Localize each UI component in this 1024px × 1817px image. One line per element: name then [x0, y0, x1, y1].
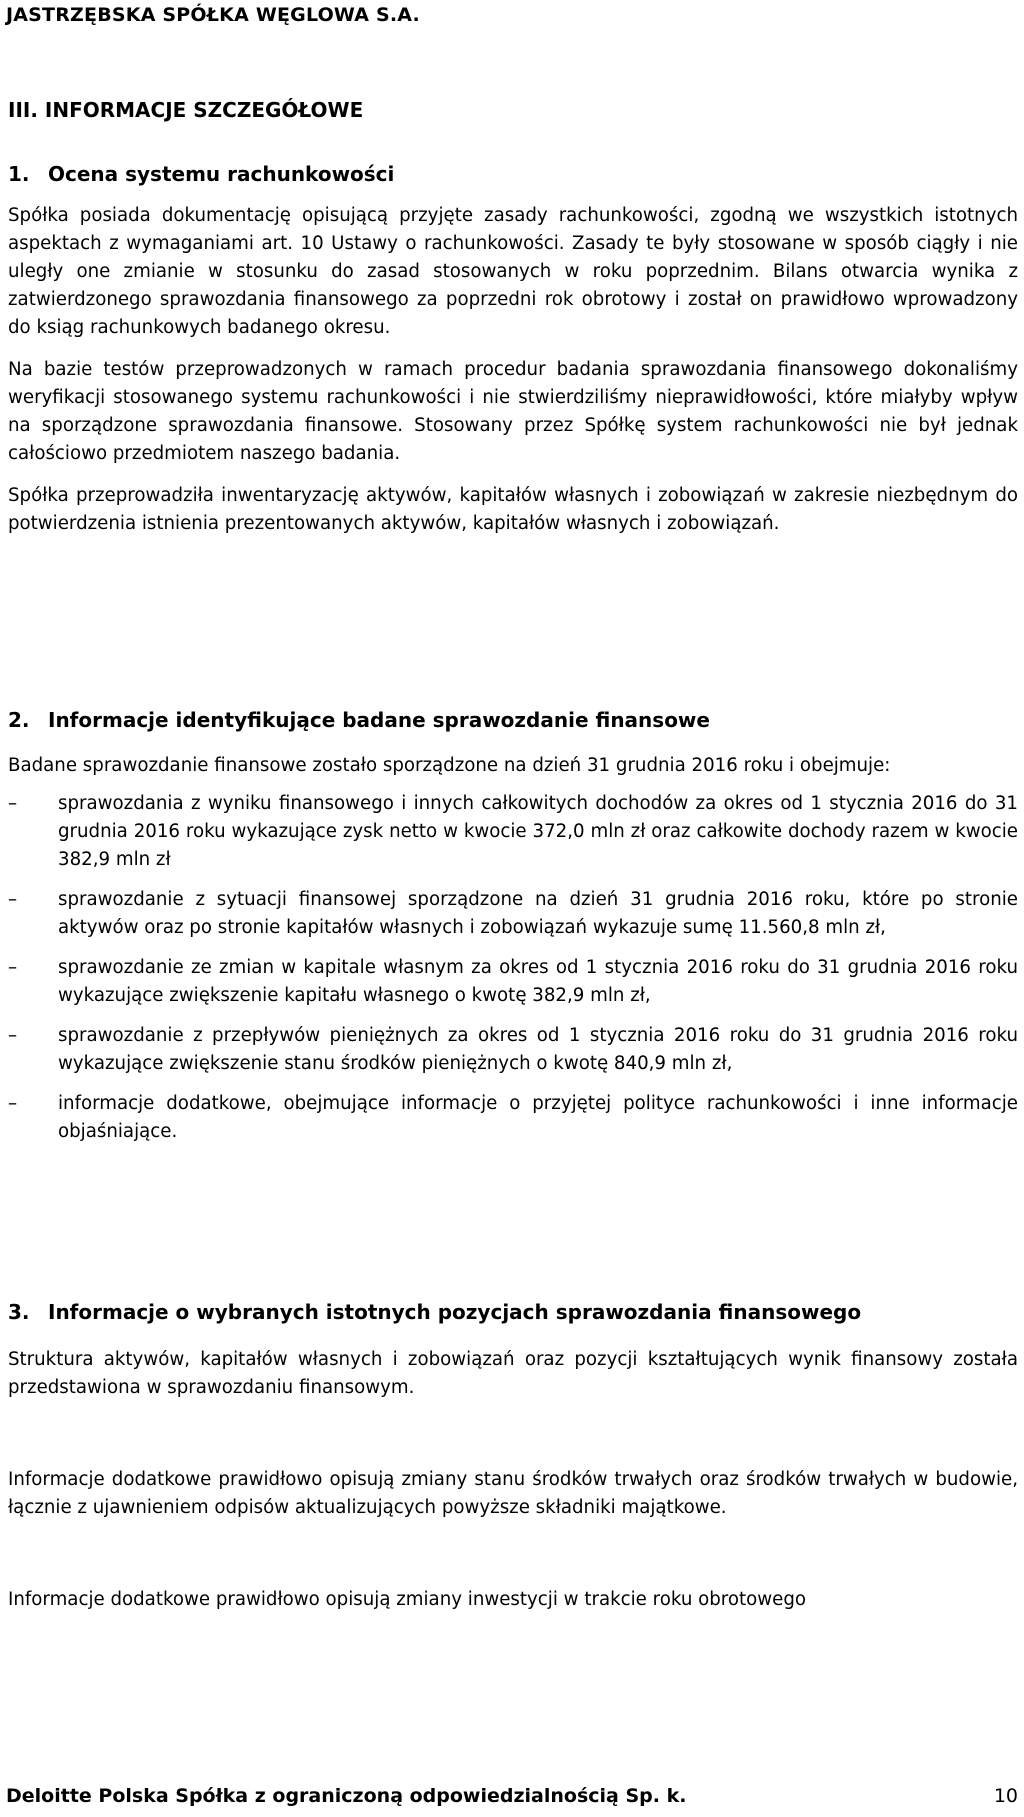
dash-marker: – — [8, 957, 18, 978]
dash-marker: – — [8, 1025, 18, 1046]
section-heading — [8, 162, 1018, 186]
paragraph: Struktura aktywów, kapitałów własnych i zobowiązań oraz pozycji kształtujących wynik finansowy została przedstawiona w sprawozdaniu finansowym. — [8, 1349, 1018, 1398]
section-number: 3. — [8, 1300, 30, 1324]
section-number: 1. — [8, 162, 30, 186]
list-item-text: sprawozdanie z sytuacji finansowej sporządzone na dzień 31 grudnia 2016 roku, które po stronie aktywów oraz po stronie kapitałów własnych i zobowiązań wykazuje sumę 11.560,8 mln zł, — [58, 889, 1018, 938]
section-heading — [8, 708, 1018, 732]
footer — [6, 1785, 1018, 1807]
paragraph: Informacje dodatkowe prawidłowo opisują zmiany inwestycji w trakcie roku obrotowego — [8, 1589, 807, 1610]
list-item — [8, 1022, 1018, 1078]
dash-marker: – — [8, 889, 18, 910]
section-number: 2. — [8, 708, 30, 732]
paragraph: Informacje dodatkowe prawidłowo opisują zmiany stanu środków trwałych oraz środków trwałych w budowie, łącznie z ujawnieniem odpisów aktualizujących powyższe składniki majątkowe. — [8, 1469, 1018, 1518]
list-item — [8, 954, 1018, 1010]
list-item-text: informacje dodatkowe, obejmujące informacje o przyjętej polityce rachunkowości i inne informacje objaśniające. — [58, 1093, 1018, 1142]
section-3 — [8, 1300, 1018, 1614]
section-1 — [8, 162, 1018, 538]
list-item — [8, 886, 1018, 942]
list-item-text: sprawozdania z wyniku finansowego i innych całkowitych dochodów za okres od 1 stycznia 2016 do 31 grudnia 2016 roku wykazujące zysk netto w kwocie 372,0 mln zł oraz całkowite dochody razem w kwocie 382,9 mln zł — [58, 793, 1018, 870]
paragraph: Badane sprawozdanie finansowe zostało sporządzone na dzień 31 grudnia 2016 roku i obejmuje: — [8, 755, 891, 776]
list-item — [8, 1090, 1018, 1146]
company-header: JASTRZĘBSKA SPÓŁKA WĘGLOWA S.A. — [6, 4, 420, 26]
section-title: Informacje identyfikujące badane sprawozdanie finansowe — [48, 708, 710, 732]
page-number: 10 — [993, 1785, 1018, 1807]
list-item-text: sprawozdanie z przepływów pieniężnych za okres od 1 stycznia 2016 roku do 31 grudnia 2016 roku wykazujące zwiększenie stanu środków pieniężnych o kwotę 840,9 mln zł, — [58, 1025, 1018, 1074]
list-item — [8, 790, 1018, 874]
paragraph: Na bazie testów przeprowadzonych w ramach procedur badania sprawozdania finansowego dokonaliśmy weryfikacji stosowanego systemu rachunkowości i nie stwierdziliśmy nieprawidłowości, które miałyby wpływ na sporządzone sprawozdania finansowe. Stosowany przez Spółkę system rachunkowości nie był jednak całościowo przedmiotem naszego badania. — [8, 359, 1018, 464]
list-item-text: sprawozdanie ze zmian w kapitale własnym za okres od 1 stycznia 2016 roku do 31 grudnia 2016 roku wykazujące zwiększenie kapitału własnego o kwotę 382,9 mln zł, — [58, 957, 1018, 1006]
section-title: Ocena systemu rachunkowości — [48, 162, 395, 186]
dash-marker: – — [8, 1093, 18, 1114]
section-heading — [8, 1300, 1018, 1324]
paragraph: Spółka przeprowadziła inwentaryzację aktywów, kapitałów własnych i zobowiązań w zakresie niezbędnym do potwierdzenia istnienia prezentowanych aktywów, kapitałów własnych i zobowiązań. — [8, 485, 1018, 534]
footer-firm-name: Deloitte Polska Spółka z ograniczoną odpowiedzialnością Sp. k. — [6, 1785, 687, 1807]
section-2 — [8, 708, 1018, 1158]
statement-list — [8, 790, 1018, 1146]
chapter-title: III. INFORMACJE SZCZEGÓŁOWE — [8, 98, 364, 122]
dash-marker: – — [8, 793, 18, 814]
section-title: Informacje o wybranych istotnych pozycjach sprawozdania finansowego — [48, 1300, 862, 1324]
paragraph: Spółka posiada dokumentację opisującą przyjęte zasady rachunkowości, zgodną we wszystkich istotnych aspektach z wymaganiami art. 10 Ustawy o rachunkowości. Zasady te były stosowane w sposób ciągły i nie uległy one zmianie w stosunku do zasad stosowanych w roku poprzednim. Bilans otwarcia wynika z zatwierdzonego sprawozdania finansowego za poprzedni rok obrotowy i został on prawidłowo wprowadzony do ksiąg rachunkowych badanego okresu. — [8, 205, 1018, 338]
